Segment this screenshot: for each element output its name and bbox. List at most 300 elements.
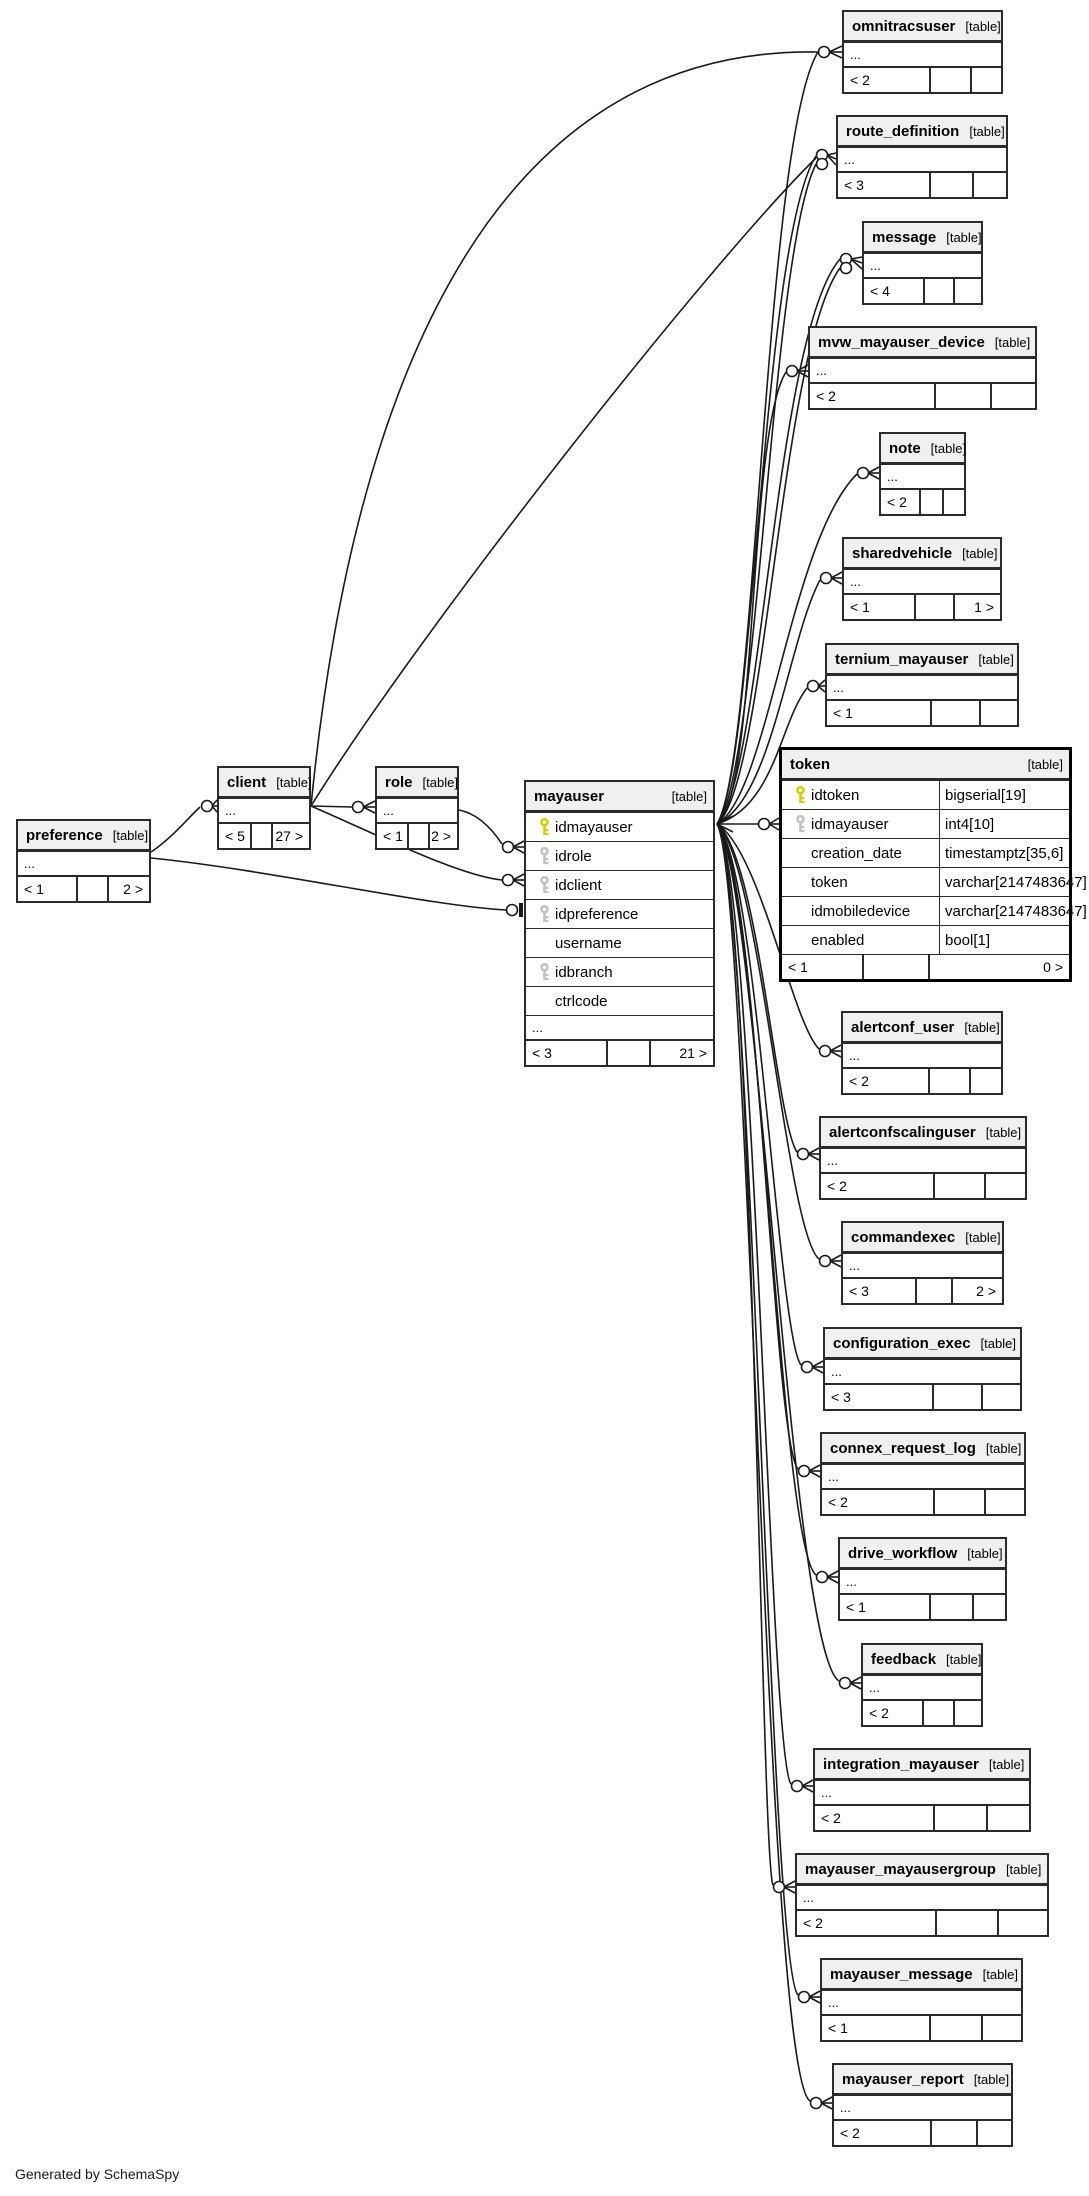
- relationship-line: [830, 1255, 841, 1261]
- table-footer: [825, 1385, 1020, 1409]
- table-tag: [table]: [982, 1966, 1019, 1982]
- column-name-cell: [782, 897, 939, 925]
- table-footer: [827, 701, 1017, 725]
- column-row-idmayauser[interactable]: [526, 813, 713, 842]
- column-row-idpreference[interactable]: [526, 900, 713, 929]
- table-header[interactable]: [843, 1013, 1001, 1044]
- child-count: 0 >: [928, 955, 1069, 979]
- table-footer: [377, 824, 457, 848]
- column-name: username: [555, 934, 622, 952]
- table-footer: [810, 384, 1035, 408]
- table-alertconfscalinguser[interactable]: [819, 1116, 1027, 1200]
- table-header[interactable]: [822, 1960, 1021, 1991]
- foreign-key-icon: [789, 815, 811, 833]
- table-header[interactable]: [815, 1750, 1029, 1781]
- footer-spacer: [929, 68, 970, 92]
- parent-count: < 2: [821, 1810, 841, 1826]
- table-header[interactable]: [821, 1118, 1025, 1149]
- table-name: alertconfscalinguser: [829, 1123, 976, 1141]
- parent-count: < 1: [846, 1599, 866, 1615]
- table-footer: [822, 1490, 1024, 1514]
- parent-count: < 2: [840, 2125, 860, 2141]
- table-footer: [863, 1701, 981, 1725]
- table-name: mayauser_report: [842, 2070, 964, 2088]
- table-header[interactable]: [881, 434, 967, 465]
- column-name: idbranch: [555, 963, 613, 981]
- table-header[interactable]: [18, 821, 149, 852]
- zero-many-circle: [799, 1992, 810, 2003]
- table-header[interactable]: [526, 782, 713, 813]
- parent-count: < 1: [383, 828, 403, 844]
- hidden-columns-row[interactable]: ...: [526, 1016, 713, 1041]
- table-name: alertconf_user: [851, 1018, 955, 1036]
- child-count: [942, 490, 964, 514]
- relationship-line: [769, 818, 779, 824]
- table-tag: [table]: [276, 774, 312, 790]
- table-name: feedback: [871, 1650, 937, 1668]
- relationship-line: [802, 1786, 813, 1792]
- table-omnitracsuser[interactable]: [842, 10, 1003, 94]
- footer-spacer: [922, 1701, 953, 1725]
- column-name: enabled: [811, 931, 865, 949]
- relationship-line: [808, 1148, 819, 1154]
- relationship-line: [829, 52, 842, 58]
- relationship-line: [812, 1367, 823, 1373]
- table-header[interactable]: [838, 117, 1006, 148]
- hidden-columns-row[interactable]: ...: [840, 1570, 1005, 1595]
- zero-many-circle: [787, 366, 798, 377]
- parent-count: < 4: [870, 283, 890, 299]
- primary-key-icon: [533, 818, 555, 836]
- hidden-columns-row[interactable]: ...: [838, 148, 1006, 173]
- child-count: [984, 1174, 1025, 1198]
- parent-count: < 5: [225, 828, 245, 844]
- foreign-key-icon: [533, 876, 555, 894]
- table-mvw_mayauser_device[interactable]: [808, 326, 1037, 410]
- table-header[interactable]: [844, 12, 1001, 43]
- footer-spacer: [932, 1385, 981, 1409]
- column-name-cell: [526, 987, 722, 1015]
- table-name: mayauser: [534, 787, 605, 805]
- child-count: [953, 279, 981, 303]
- column-name: idmayauser: [811, 815, 889, 833]
- table-mayauser_message[interactable]: [820, 1958, 1023, 2042]
- child-count: [972, 173, 1006, 197]
- column-name: ctrlcode: [555, 992, 608, 1010]
- zero-many-circle: [799, 1466, 810, 1477]
- column-row-token[interactable]: [782, 868, 1087, 897]
- table-header[interactable]: [864, 223, 981, 254]
- child-count: [953, 1701, 981, 1725]
- table-name: token: [790, 755, 831, 773]
- hidden-columns-row[interactable]: ...: [864, 254, 981, 279]
- relationship-line: [717, 52, 818, 824]
- parent-count: < 2: [816, 388, 836, 404]
- column-name: creation_date: [811, 844, 902, 862]
- table-name: integration_mayauser: [823, 1755, 979, 1773]
- child-count: [970, 68, 1001, 92]
- hidden-columns-row[interactable]: ...: [821, 1149, 1025, 1174]
- relationship-line: [513, 847, 524, 853]
- relationship-line: [151, 807, 200, 852]
- table-message[interactable]: [862, 221, 983, 305]
- zero-many-circle: [820, 1256, 831, 1267]
- table-token[interactable]: [779, 747, 1087, 982]
- zero-many-circle: [811, 2098, 822, 2109]
- table-sharedvehicle[interactable]: [842, 537, 1002, 621]
- column-name: idmayauser: [555, 818, 633, 836]
- column-type: bool[1]: [939, 926, 1069, 954]
- table-header[interactable]: [840, 1539, 1005, 1570]
- table-connex_request_log[interactable]: [820, 1432, 1026, 1516]
- zero-many-circle: [353, 802, 364, 813]
- table-tag: [table]: [946, 1651, 982, 1667]
- hidden-columns-row[interactable]: ...: [843, 1044, 1001, 1069]
- hidden-columns-row[interactable]: ...: [18, 852, 149, 877]
- footer-spacer: [914, 595, 953, 619]
- table-footer: [821, 1174, 1025, 1198]
- column-name: idpreference: [555, 905, 639, 923]
- table-tag: [table]: [994, 334, 1031, 350]
- footer-spacer: [250, 824, 272, 848]
- child-count: [976, 2121, 1011, 2145]
- table-commandexec[interactable]: [841, 1221, 1004, 1305]
- table-footer: [843, 1069, 1001, 1093]
- table-preference[interactable]: [16, 819, 151, 903]
- hidden-columns-row[interactable]: ...: [881, 465, 964, 490]
- table-name: omnitracsuser: [852, 17, 956, 35]
- parent-count: < 3: [831, 1389, 851, 1405]
- hidden-columns-row[interactable]: ...: [827, 676, 1017, 701]
- table-tag: [table]: [980, 1335, 1016, 1351]
- table-tag: [table]: [930, 440, 967, 456]
- child-count: [972, 1595, 1005, 1619]
- table-mayauser_report[interactable]: [832, 2063, 1013, 2147]
- hidden-columns-row[interactable]: ...: [815, 1781, 1029, 1806]
- table-route_definition[interactable]: [836, 115, 1008, 199]
- relationship-line: [830, 1261, 841, 1267]
- zero-many-circle: [820, 1046, 831, 1057]
- table-footer: [840, 1595, 1005, 1619]
- relationship-line: [827, 153, 836, 155]
- child-count: [997, 1911, 1047, 1935]
- child-count: [969, 1069, 1001, 1093]
- column-name-cell: [782, 839, 939, 867]
- column-row-idclient[interactable]: [526, 871, 713, 900]
- parent-count: < 2: [850, 72, 870, 88]
- table-tag: [table]: [112, 827, 149, 843]
- zero-many-circle: [858, 468, 869, 479]
- footer-spacer: [606, 1041, 649, 1065]
- table-name: drive_workflow: [848, 1544, 958, 1562]
- parent-count: < 2: [827, 1178, 847, 1194]
- table-name: route_definition: [846, 122, 960, 140]
- zero-many-circle: [802, 1362, 813, 1373]
- footer-spacer: [933, 1490, 984, 1514]
- child-count: 21 >: [649, 1041, 713, 1065]
- footer-spacer: [929, 2016, 981, 2040]
- hidden-columns-row[interactable]: ...: [797, 1886, 1047, 1911]
- relationship-line: [784, 1881, 795, 1887]
- zero-many-circle: [202, 801, 213, 812]
- table-note[interactable]: [879, 432, 966, 516]
- column-name-cell: [526, 842, 722, 870]
- column-name-cell: [526, 900, 722, 928]
- table-tag: [table]: [967, 1545, 1003, 1561]
- relationship-line: [151, 858, 506, 910]
- table-mayauser_mayausergroup[interactable]: [795, 1853, 1049, 1937]
- relationship-line: [850, 1677, 861, 1683]
- table-header[interactable]: [844, 539, 1000, 570]
- column-name: idrole: [555, 847, 592, 865]
- parent-count: < 1: [828, 2020, 848, 2036]
- table-footer: [18, 877, 149, 901]
- table-name: preference: [26, 826, 103, 844]
- parent-count: < 3: [844, 177, 864, 193]
- table-configuration_exec[interactable]: [823, 1327, 1022, 1411]
- footer-spacer: [930, 2121, 976, 2145]
- child-count: 2 >: [951, 1279, 1002, 1303]
- hidden-columns-row[interactable]: ...: [844, 570, 1000, 595]
- footer-spacer: [407, 824, 429, 848]
- hidden-columns-row[interactable]: ...: [844, 43, 1001, 68]
- table-footer: [782, 955, 1069, 979]
- table-header[interactable]: [822, 1434, 1024, 1465]
- table-header[interactable]: [219, 768, 312, 799]
- column-name-cell: [526, 958, 722, 986]
- column-name-cell: [782, 926, 939, 954]
- footer-spacer: [933, 1806, 987, 1830]
- relationship-line: [513, 880, 524, 886]
- footer-spacer: [923, 279, 953, 303]
- relationship-line: [513, 874, 524, 880]
- footer-spacer: [929, 1595, 972, 1619]
- relationship-line: [513, 841, 524, 847]
- parent-count: < 2: [828, 1494, 848, 1510]
- table-header[interactable]: [377, 768, 457, 799]
- table-footer: [797, 1911, 1047, 1935]
- table-name: note: [889, 439, 921, 457]
- relationship-line: [851, 257, 862, 259]
- foreign-key-icon: [533, 847, 555, 865]
- hidden-columns-row[interactable]: ...: [822, 1465, 1024, 1490]
- table-tag: [table]: [969, 123, 1005, 139]
- relationship-line: [868, 473, 879, 479]
- table-footer: [844, 595, 1000, 619]
- table-header[interactable]: [827, 645, 1017, 676]
- table-header[interactable]: [825, 1329, 1020, 1360]
- zero-many-circle: [821, 573, 832, 584]
- table-name: mvw_mayauser_device: [818, 333, 985, 351]
- relationship-line: [808, 1154, 819, 1160]
- table-name: ternium_mayauser: [835, 650, 969, 668]
- table-tag: [table]: [946, 229, 982, 245]
- table-header[interactable]: [834, 2065, 1011, 2096]
- hidden-columns-row[interactable]: ...: [377, 799, 457, 824]
- relationship-line: [830, 1051, 841, 1057]
- column-row-idmayauser[interactable]: [782, 810, 1069, 839]
- table-footer: [881, 490, 964, 514]
- table-tag: [table]: [1005, 1861, 1042, 1877]
- hidden-columns-row[interactable]: ...: [822, 1991, 1021, 2016]
- table-tag: [table]: [973, 2071, 1010, 2087]
- column-type: timestamptz[35,6]: [939, 839, 1069, 867]
- table-name: configuration_exec: [833, 1334, 971, 1352]
- parent-count: < 1: [833, 705, 853, 721]
- relationship-line: [827, 1577, 838, 1583]
- generator-credit: Generated by SchemaSpy: [15, 2166, 180, 2182]
- column-row-username[interactable]: [526, 929, 713, 958]
- table-header[interactable]: [797, 1855, 1047, 1886]
- column-row-creation_date[interactable]: [782, 839, 1069, 868]
- footer-spacer: [935, 1911, 998, 1935]
- child-count: [984, 1490, 1024, 1514]
- relationship-line: [830, 1045, 841, 1051]
- relationship-line: [784, 1887, 795, 1893]
- relationship-line: [311, 806, 352, 807]
- column-name: idtoken: [811, 786, 860, 804]
- table-tag: [table]: [985, 1440, 1022, 1456]
- column-row-idtoken[interactable]: [782, 781, 1069, 810]
- column-type: bigserial[19]: [939, 781, 1069, 809]
- column-name-cell: [526, 871, 722, 899]
- hidden-columns-row[interactable]: ...: [863, 1676, 981, 1701]
- relationship-line: [809, 1471, 820, 1477]
- footer-spacer: [915, 1279, 952, 1303]
- hidden-columns-row[interactable]: ...: [825, 1360, 1020, 1385]
- column-row-idmobiledevice[interactable]: [782, 897, 1087, 926]
- table-footer: [843, 1279, 1002, 1303]
- relationship-line: [827, 1571, 838, 1577]
- column-name-cell: [782, 781, 939, 809]
- table-drive_workflow[interactable]: [838, 1537, 1007, 1621]
- footer-spacer: [919, 490, 941, 514]
- zero-many-circle: [817, 1572, 828, 1583]
- table-header[interactable]: [843, 1223, 1002, 1254]
- table-footer: [864, 279, 981, 303]
- relationship-line: [809, 1991, 820, 1997]
- zero-many-circle: [759, 819, 770, 830]
- relationship-line: [802, 1780, 813, 1786]
- table-tag: [table]: [965, 1229, 1001, 1245]
- table-tag: [table]: [985, 1124, 1022, 1140]
- parent-count: < 1: [850, 599, 870, 615]
- hidden-columns-row[interactable]: ...: [834, 2096, 1011, 2121]
- table-name: mayauser_mayausergroup: [805, 1860, 996, 1878]
- table-role[interactable]: [375, 766, 459, 850]
- column-name-cell: [782, 810, 939, 838]
- table-ternium_mayauser[interactable]: [825, 643, 1019, 727]
- zero-many-circle: [503, 875, 514, 886]
- table-tag: [table]: [1027, 756, 1063, 772]
- foreign-key-icon: [533, 963, 555, 981]
- footer-spacer: [862, 955, 928, 979]
- table-tag: [table]: [964, 1019, 1000, 1035]
- column-row-idbranch[interactable]: [526, 958, 713, 987]
- child-count: 27 >: [271, 824, 309, 848]
- zero-many-circle: [819, 47, 830, 58]
- child-count: [981, 1385, 1020, 1409]
- relationship-line: [459, 810, 502, 844]
- child-count: [981, 2016, 1021, 2040]
- relationship-line: [363, 801, 375, 807]
- footer-spacer: [934, 384, 990, 408]
- relationship-line: [717, 164, 816, 824]
- zero-many-circle: [808, 681, 819, 692]
- table-footer: [815, 1806, 1029, 1830]
- relationship-line: [809, 1465, 820, 1471]
- hidden-columns-row[interactable]: ...: [219, 799, 309, 824]
- column-name-cell: [526, 813, 722, 841]
- relationship-line: [363, 807, 375, 813]
- relationship-line: [850, 1683, 861, 1689]
- parent-count: < 2: [887, 494, 907, 510]
- table-footer: [526, 1041, 713, 1065]
- footer-spacer: [933, 1174, 984, 1198]
- column-row-idrole[interactable]: [526, 842, 713, 871]
- table-client[interactable]: [217, 766, 311, 850]
- relationship-line: [717, 824, 773, 1885]
- parent-count: < 2: [803, 1915, 823, 1931]
- column-name: token: [811, 873, 848, 891]
- table-header[interactable]: [782, 750, 1069, 781]
- table-alertconf_user[interactable]: [841, 1011, 1003, 1095]
- relationship-line: [821, 2103, 832, 2109]
- column-row-enabled[interactable]: [782, 926, 1069, 955]
- column-name-cell: [782, 868, 939, 896]
- relationship-line: [829, 46, 842, 52]
- relationship-line: [831, 572, 842, 578]
- footer-spacer: [76, 877, 107, 901]
- table-feedback[interactable]: [861, 1643, 983, 1727]
- table-mayauser[interactable]: [524, 780, 715, 1067]
- table-tag: [table]: [978, 651, 1014, 667]
- table-name: sharedvehicle: [852, 544, 953, 562]
- child-count: 1 >: [953, 595, 1000, 619]
- zero-many-circle: [774, 1882, 785, 1893]
- table-name: role: [385, 773, 413, 791]
- table-name: commandexec: [851, 1228, 956, 1246]
- hidden-columns-row[interactable]: ...: [843, 1254, 1002, 1279]
- table-tag: [table]: [965, 18, 1001, 34]
- table-header[interactable]: [810, 328, 1035, 359]
- table-footer: [822, 2016, 1021, 2040]
- table-integration_mayauser[interactable]: [813, 1748, 1031, 1832]
- table-tag: [table]: [962, 545, 998, 561]
- zero-many-circle: [792, 1781, 803, 1792]
- footer-spacer: [928, 1069, 969, 1093]
- parent-count: < 2: [869, 1705, 889, 1721]
- parent-count: < 2: [849, 1073, 869, 1089]
- zero-many-circle: [503, 842, 514, 853]
- parent-count: < 3: [532, 1045, 552, 1061]
- zero-many-circle: [798, 1149, 809, 1160]
- table-header[interactable]: [863, 1645, 981, 1676]
- child-count: [979, 701, 1017, 725]
- hidden-columns-row[interactable]: ...: [810, 359, 1035, 384]
- parent-count: < 1: [788, 959, 808, 975]
- column-type: int4[10]: [939, 810, 1069, 838]
- table-tag: [table]: [422, 774, 458, 790]
- relationship-line: [831, 578, 842, 584]
- foreign-key-icon: [533, 905, 555, 923]
- table-footer: [838, 173, 1006, 197]
- relationship-line: [769, 824, 779, 830]
- zero-many-circle: [507, 905, 518, 916]
- column-row-ctrlcode[interactable]: [526, 987, 713, 1016]
- table-footer: [834, 2121, 1011, 2145]
- parent-count: < 1: [24, 881, 44, 897]
